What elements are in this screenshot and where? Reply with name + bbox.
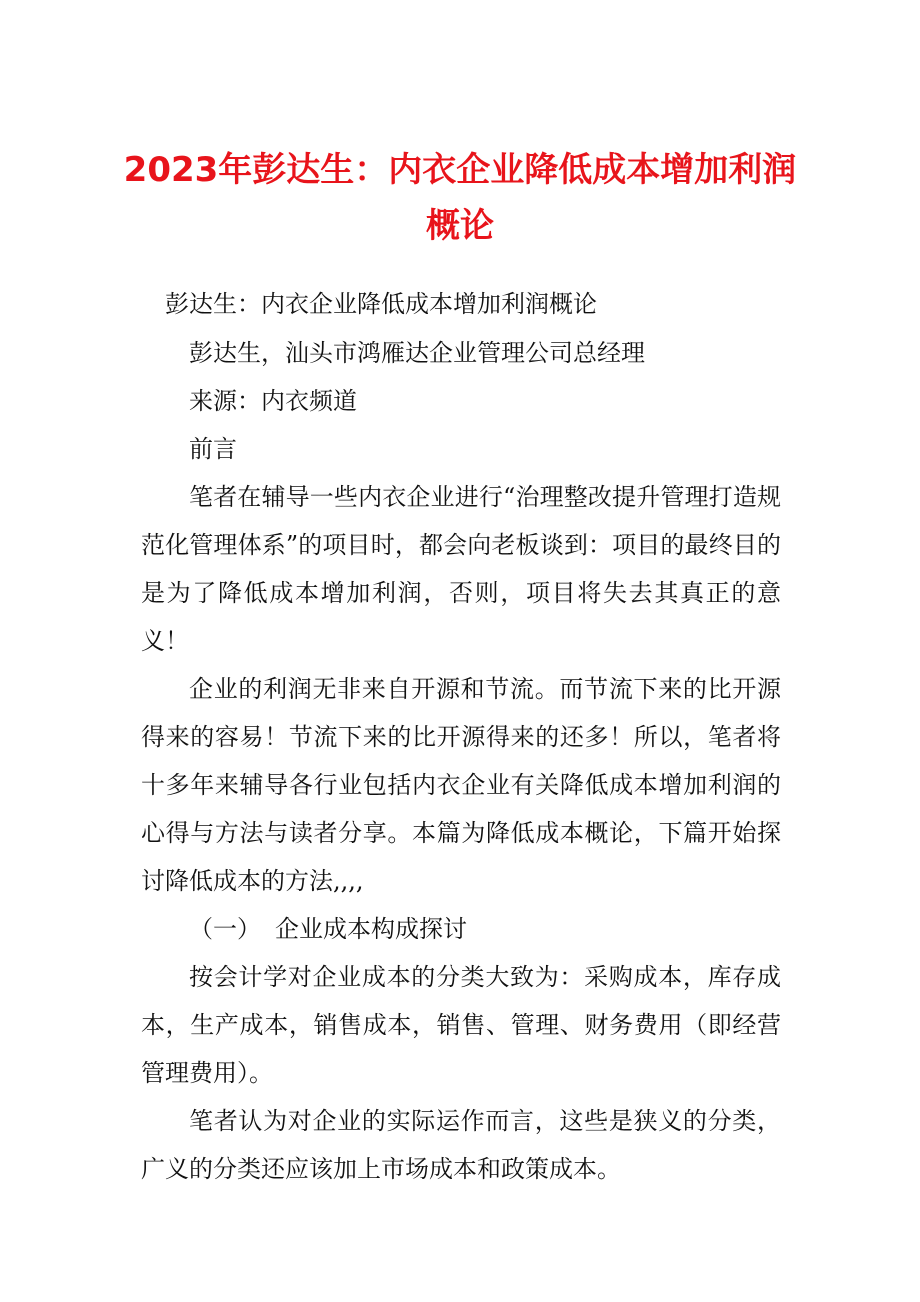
paragraph-intro: 笔者在辅导一些内衣企业进行“治理整改提升管理打造规范化管理体系”的项目时，都会向老板谈到：项目的最终目的是为了降低成本增加利润，否则，项目将失去其真正的意义！ [141,483,781,655]
subtitle: 彭达生：内衣企业降低成本增加利润概论 [165,290,597,318]
section-title: 企业成本构成探讨 [275,915,467,943]
author-line: 彭达生，汕头市鸿雁达企业管理公司总经理 [189,339,645,367]
paragraph-opinion: 笔者认为对企业的实际运作而言，这些是狭义的分类，广义的分类还应该加上市场成本和政策成本。 [141,1107,781,1183]
source-line: 来源：内衣频道 [189,387,357,415]
paragraph-classify: 按会计学对企业成本的分类大致为：采购成本，库存成本，生产成本，销售成本，销售、管理、财务费用（即经营管理费用）。 [141,963,781,1087]
section-heading [141,905,781,953]
document-title: 2023年彭达生：内衣企业降低成本增加利润概论 [123,150,797,246]
preface-heading: 前言 [189,435,237,463]
section-number: （一） [189,915,261,943]
paragraph-profit: 企业的利润无非来自开源和节流。而节流下来的比开源得来的容易！节流下来的比开源得来的还多！所以，笔者将十多年来辅导各行业包括内衣企业有关降低成本增加利润的心得与方法与读者分享。本篇为降低成本概论，下篇开始探讨降低成本的方法,,,, [141,675,781,895]
